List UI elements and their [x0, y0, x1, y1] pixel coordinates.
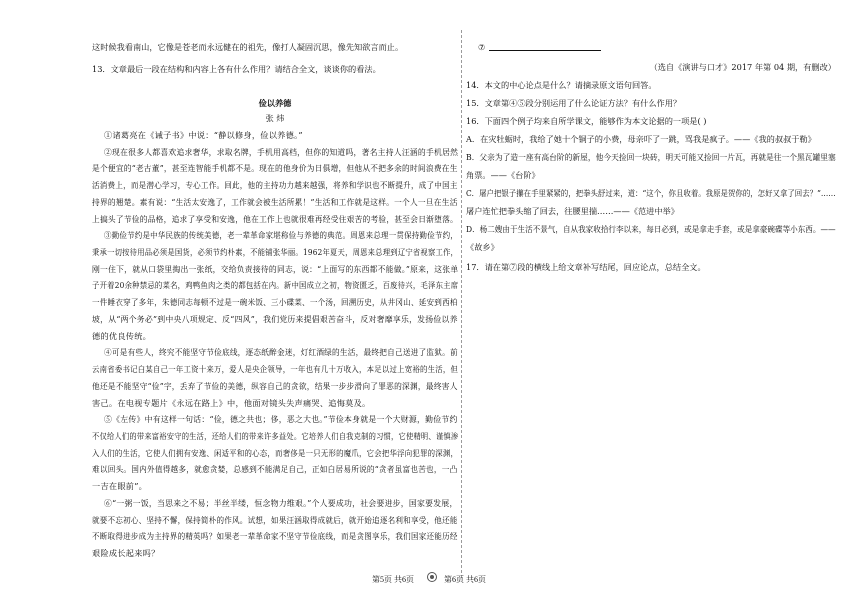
- essay-line: ⑥“一粥一饭，当思来之不易；半丝半缕，恒念物力维艰。”个人要成功，社会要进步，国家要发展，: [104, 497, 458, 508]
- essay-line: 坡，从“两个务必”到中央八项规定、反“四风”，我们党历来提倡艰苦奋斗，反对奢靡享乐，发扬俭以养: [92, 313, 458, 324]
- essay-line: 他还是不能坚守“俭”字，丢弃了节俭的美德，纵容自己的贪欲，结果一步步滑向了罪恶的深渊，最终害人: [92, 380, 458, 391]
- essay-line: ⑤《左传》中有这样一句话：“俭，德之共也；侈，恶之大也。”节俭本身就是一个大财源，勤俭节约: [104, 414, 458, 425]
- essay-title: 俭以养德: [258, 98, 292, 108]
- question-line: A．在灾牡蛎时，我给了她十个铜子的小费，母亲吓了一跳，骂我是疯子。——《我的叔叔于勒》: [466, 134, 816, 144]
- essay-line: 不断取得进步成为主持界的精英吗？如果老一辈革命家不坚守节俭底线，而是贪图享乐，我们国家还能历经: [92, 531, 458, 542]
- essay-line: 害己。在电视专题片《永远在路上》中，他面对镜头失声痛哭、追悔莫及。: [92, 397, 371, 408]
- question-line: B．父亲为了造一座有高台阶的新屋，他今天捡回一块砖，明天可能又捡回一片瓦，再就是往一个黑瓦罐里塞: [466, 152, 836, 162]
- left-page: [92, 0, 458, 608]
- essay-line: 是个便宜的“老古董”，甚至连智能手机都不是。现在的他身价为日俱增，但他从不把多余的时间浪费在生: [92, 163, 458, 174]
- question-line: 15．文章第④⑤段分别运用了什么论证方法？有什么作用？: [466, 98, 682, 108]
- essay-line: ③勤俭节约是中华民族的传统美德，老一辈革命家堪称俭与养德的典范。周恩来总理一贯保持勤俭节约，: [104, 230, 458, 241]
- essay-line: 不仅给人们的带来富裕安守的生活，还给人们的带来许多益处。它培养人们自我克制的习惯，它使精明、谨慎渗: [92, 430, 459, 441]
- essay-line: 难以回头。国内外值得越多，就愈贪婪，总感到不能满足自己，正如白居易所说的“贪者虽富也苦也，一凸: [92, 464, 458, 475]
- essay-line: 子开着20余种禁忌的菜名，鸡鸭鱼肉之类的都包括在内。新中国成立之初，物资匮乏，百废待兴，毛泽东主席: [92, 280, 459, 291]
- question-line: D．杨二嫂由于生活不景气，自从我家收拾行李以来，每日必到，或是拿走手套，或是拿豪碗碟等小东西。——: [466, 224, 836, 234]
- essay-line: ④可是有些人，终究不能坚守节俭底线，逐态纸醉金迷，灯红酒绿的生活，最终把自己送进了监狱。前: [104, 347, 458, 358]
- essay-line: 持界的翘楚。素有说：“生活太安逸了，工作就会被生活所累！”生活和工作就是这样。一个人一旦在生活: [92, 196, 458, 207]
- question-13: 13．文章最后一段在结构和内容上各有什么作用？请结合全文，谈谈你的看法。: [92, 64, 381, 74]
- question-line: C．屠户把银子攥在手里紧紧的，把拳头舒过来，道：“这个，你且收着。我原是贺你的，怎好又拿了回去？”……: [466, 188, 836, 198]
- essay-line: ①诸葛亮在《诫子书》中说：“静以修身，俭以养德。”: [104, 130, 303, 140]
- essay-line: 云南省委书记白某自己一年工资十来万，爱人是央企领导，一年也有几十万收入，本足以过上宽裕的生活，但: [92, 364, 459, 375]
- source-note: （选自《演讲与口才》2017 年第 04 期，有删改）: [649, 62, 836, 72]
- essay-line: 活消费上，而是潜心学习，专心工作。回此，他的主持功力越来越强，将养和学识也不断提升，成了中国主: [92, 180, 458, 191]
- right-page: [466, 0, 836, 608]
- right-page-number: 第6页 共6页: [444, 575, 486, 584]
- essay-line: 入人们的生活，它使人们拥有安逸、闲适平和的心态，而奢侈是一只无形的魔爪，它会把华浮向犯罪的深渊，: [92, 447, 459, 458]
- essay-author: 张 炜: [265, 113, 285, 123]
- essay-line: 艰险成长起来吗？: [92, 548, 160, 558]
- essay-line: 德的优良传统。: [92, 330, 152, 341]
- essay-line: ②现在很多人都喜欢追求奢华，求取名牌，手机用高档，但你的知道吗，著名主持人汪涵的手机居然: [104, 146, 459, 157]
- essay-line: 一件睡衣穿了多年，朱德同志每顿不过是一碗米饭、三小碟菜、一个汤，回溯历史，从井冈山、延安到西柏: [92, 297, 458, 308]
- answer-blank[interactable]: [489, 42, 601, 51]
- question-line: 14．本文的中心论点是什么？请摘录原文语句回答。: [466, 80, 657, 90]
- question-line: 17．请在第⑦段的横线上给文章补写结尾，回应论点，总结全文。: [466, 262, 706, 272]
- question-line: 《故乡》: [466, 242, 499, 252]
- left-page-number: 第5页 共6页: [372, 575, 414, 584]
- essay-line: 就要不忘初心、坚持不懈，保持简朴的作风。试想，如果汪涵取得成就后，就开始追逐名利和享受，他还能: [92, 514, 458, 525]
- question-line: 16．下面四个例子均来自所学课文，能够作为本文论据的一项是( ): [466, 116, 707, 126]
- essay-line: 刚一住下，就从口袋里掏出一张纸，交给负责接待的同志，说：“上面写的东西都不能做。”原来，这张单: [92, 263, 459, 274]
- page-divider: [461, 30, 462, 578]
- intro-text: 这时候我看南山，它像是苍老而永远健在的祖先，像打人凝固沉思，像先知欲言而止。: [92, 42, 404, 52]
- question-blank-line: [478, 42, 601, 52]
- essay-line: 一吉在眼前”。: [92, 481, 148, 492]
- binding-hole-icon: [427, 572, 437, 582]
- question-line: 屠户连忙把拳头缩了回去，往腰里揣……——《范进中举》: [466, 206, 679, 216]
- essay-line: 秉承一切按待用品必须是国货，必须节约朴素，不能铺张华丽。1962年夏天，周恩来总理到辽宁省视察工作，: [92, 247, 459, 258]
- blank-label: ⑦: [478, 42, 486, 52]
- question-line: 角票。——《台阶》: [466, 170, 540, 180]
- essay-line: 上搞头了节俭的品格，追求了享受和安逸，他在工作上也就很难再经受住艰苦的考验，甚至会日渐堕落。: [92, 213, 459, 224]
